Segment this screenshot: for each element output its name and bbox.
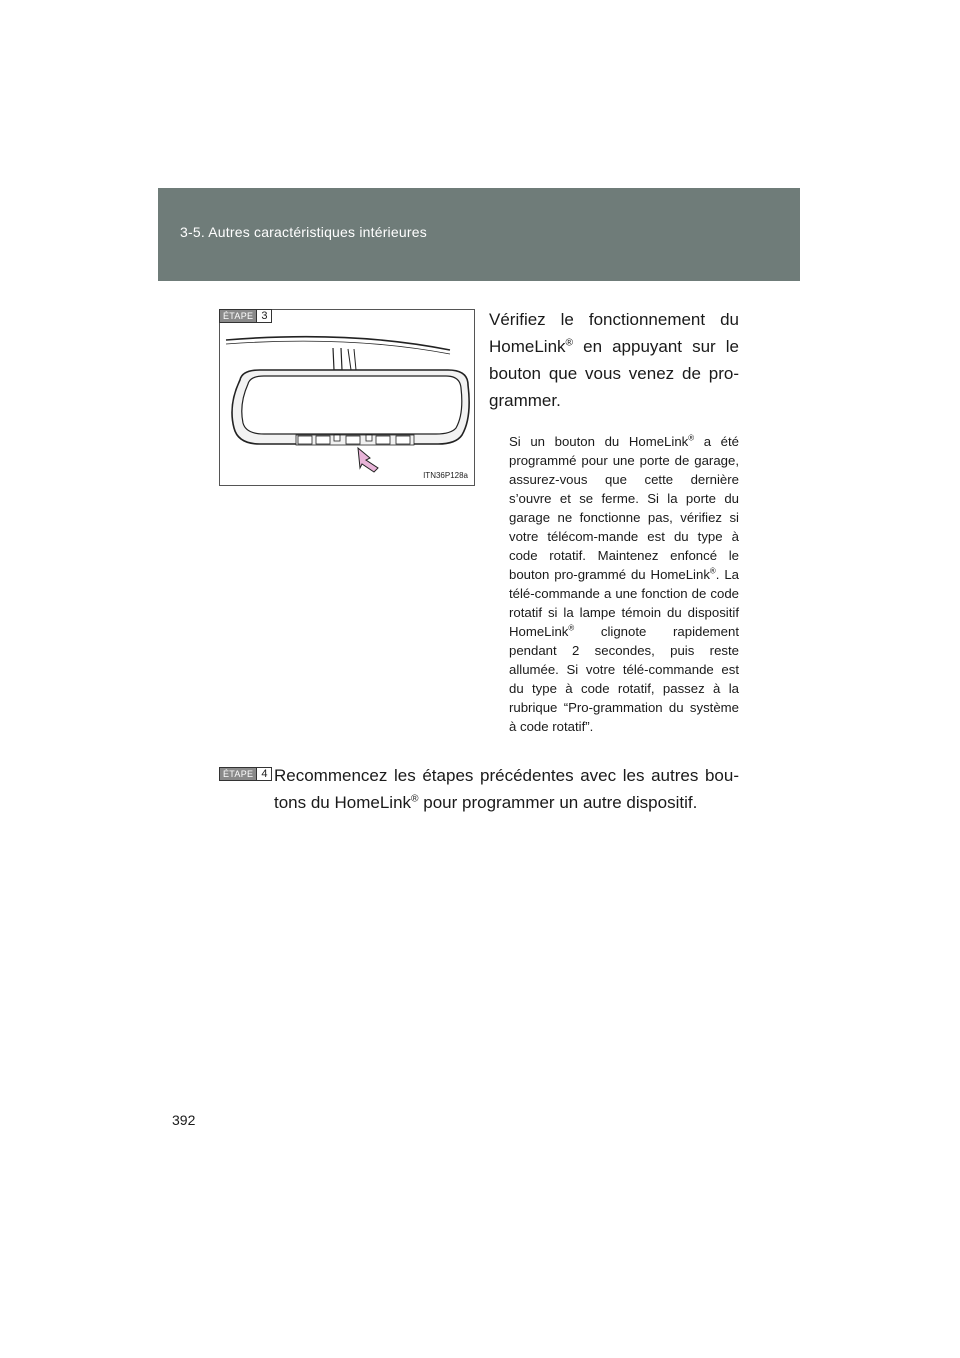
step3-instruction (489, 306, 739, 414)
note-text-b: a été programmé pour une porte de garage, assurez-vous que cette dernière s’ouvre et se ferme. Si la porte du garage ne fonctionne pas, vérifiez si votre télécom-mande est du type à code rotatif. Maintenez enfoncé le bouton pro-grammé du HomeLink (509, 434, 739, 582)
step4-block (219, 762, 739, 816)
rearview-mirror-icon (220, 310, 474, 485)
step-number: 4 (256, 768, 271, 780)
step4-text-a: Recommencez les étapes précédentes avec les autres bou-tons du HomeLink (274, 766, 739, 812)
step3-text-b: en appuyant sur le bouton que vous venez de pro-grammer. (489, 337, 739, 410)
step3-note (509, 432, 739, 736)
note-text-d: clignote rapidement pendant 2 secondes, puis reste allumée. Si votre télé-commande est du type à code rotatif, passez à la rubrique “Pro-grammation du système à code rotatif”. (509, 624, 739, 734)
step-label-word: ÉTAPE (220, 310, 256, 322)
note-text-c: . La télé-commande a une fonction de code rotatif si la lampe témoin du dispositif HomeLink (509, 567, 739, 639)
registered-mark: ® (565, 337, 574, 349)
section-title: 3-5. Autres caractéristiques intérieures (180, 224, 427, 240)
step3-text-a: Vérifiez le fonctionnement du HomeLink (489, 310, 739, 356)
registered-mark: ® (688, 433, 695, 443)
step-number: 3 (256, 310, 271, 322)
registered-mark: ® (568, 623, 575, 633)
registered-mark: ® (411, 793, 419, 805)
step4-instruction (274, 762, 739, 816)
mirror-illustration (219, 309, 475, 486)
note-text-a: Si un bouton du HomeLink (509, 434, 689, 449)
figure-code: ITN36P128a (423, 471, 468, 480)
page-number: 392 (172, 1112, 196, 1128)
section-header-band (158, 188, 800, 281)
step4-text-b: pour programmer un autre dispositif. (418, 793, 698, 812)
step-label-word: ÉTAPE (220, 768, 256, 780)
step-label-4 (219, 767, 272, 781)
registered-mark: ® (709, 566, 716, 576)
